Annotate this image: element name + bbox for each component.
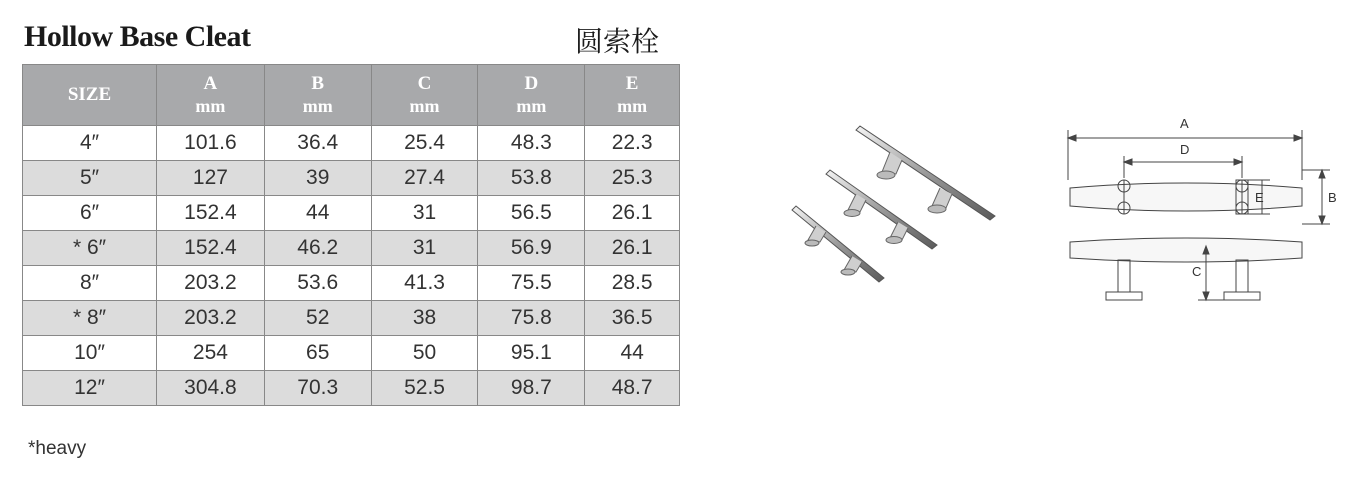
value-cell: 46.2 <box>264 231 371 266</box>
size-cell: 12″ <box>23 371 157 406</box>
cleat-dimension-drawing <box>1058 108 1348 308</box>
value-cell: 53.8 <box>478 161 585 196</box>
column-header-a <box>157 65 265 126</box>
table-row <box>23 126 680 161</box>
value-cell: 203.2 <box>157 301 265 336</box>
value-cell: 31 <box>371 196 478 231</box>
column-unit: mm <box>195 96 226 116</box>
size-cell: 4″ <box>23 126 157 161</box>
column-name: E <box>625 73 639 94</box>
value-cell: 53.6 <box>264 266 371 301</box>
cleat-medium <box>826 170 937 249</box>
value-cell: 98.7 <box>478 371 585 406</box>
value-cell: 31 <box>371 231 478 266</box>
value-cell: 127 <box>157 161 265 196</box>
table-row <box>23 301 680 336</box>
value-cell: 27.4 <box>371 161 478 196</box>
table-body <box>23 126 680 406</box>
column-name: SIZE <box>67 84 112 105</box>
column-name: C <box>417 73 432 94</box>
value-cell: 48.7 <box>585 371 680 406</box>
dimension-label-b: B <box>1328 190 1337 205</box>
value-cell: 65 <box>264 336 371 371</box>
size-cell: 8″ <box>23 266 157 301</box>
table-row <box>23 161 680 196</box>
size-cell: 5″ <box>23 161 157 196</box>
table-row <box>23 266 680 301</box>
dimension-label-d: D <box>1180 142 1190 157</box>
value-cell: 304.8 <box>157 371 265 406</box>
value-cell: 75.8 <box>478 301 585 336</box>
value-cell: 36.4 <box>264 126 371 161</box>
column-name: D <box>524 73 539 94</box>
value-cell: 152.4 <box>157 231 265 266</box>
value-cell: 22.3 <box>585 126 680 161</box>
table-row <box>23 371 680 406</box>
table-row <box>23 336 680 371</box>
value-cell: 254 <box>157 336 265 371</box>
value-cell: 56.9 <box>478 231 585 266</box>
column-name: B <box>311 73 325 94</box>
column-unit: mm <box>516 96 547 116</box>
value-cell: 203.2 <box>157 266 265 301</box>
value-cell: 41.3 <box>371 266 478 301</box>
value-cell: 70.3 <box>264 371 371 406</box>
value-cell: 152.4 <box>157 196 265 231</box>
value-cell: 25.3 <box>585 161 680 196</box>
value-cell: 44 <box>264 196 371 231</box>
value-cell: 50 <box>371 336 478 371</box>
value-cell: 52.5 <box>371 371 478 406</box>
value-cell: 75.5 <box>478 266 585 301</box>
size-cell: 6″ <box>23 196 157 231</box>
page-title: Hollow Base Cleat <box>24 20 251 53</box>
value-cell: 95.1 <box>478 336 585 371</box>
value-cell: 25.4 <box>371 126 478 161</box>
value-cell: 26.1 <box>585 196 680 231</box>
table-row <box>23 231 680 266</box>
value-cell: 26.1 <box>585 231 680 266</box>
dimension-label-c: C <box>1192 264 1202 279</box>
value-cell: 28.5 <box>585 266 680 301</box>
column-unit: mm <box>409 96 440 116</box>
dimension-label-e: E <box>1255 190 1264 205</box>
cleat-small <box>792 206 884 282</box>
column-header-c <box>371 65 478 126</box>
size-cell: * 8″ <box>23 301 157 336</box>
value-cell: 48.3 <box>478 126 585 161</box>
size-cell: * 6″ <box>23 231 157 266</box>
table-row <box>23 196 680 231</box>
column-header-size <box>23 65 157 126</box>
value-cell: 39 <box>264 161 371 196</box>
size-cell: 10″ <box>23 336 157 371</box>
column-header-e <box>585 65 680 126</box>
column-unit: mm <box>617 96 648 116</box>
value-cell: 38 <box>371 301 478 336</box>
value-cell: 56.5 <box>478 196 585 231</box>
column-header-b <box>264 65 371 126</box>
value-cell: 52 <box>264 301 371 336</box>
cleat-product-photo <box>790 118 1010 288</box>
page-title-chinese: 圆索栓 <box>575 25 660 58</box>
table-header-row <box>23 65 680 126</box>
footnote: *heavy <box>28 438 87 459</box>
spec-table <box>22 64 680 406</box>
column-header-d <box>478 65 585 126</box>
value-cell: 101.6 <box>157 126 265 161</box>
dimension-label-a: A <box>1180 116 1189 131</box>
value-cell: 36.5 <box>585 301 680 336</box>
value-cell: 44 <box>585 336 680 371</box>
column-name: A <box>203 73 218 94</box>
column-unit: mm <box>302 96 333 116</box>
